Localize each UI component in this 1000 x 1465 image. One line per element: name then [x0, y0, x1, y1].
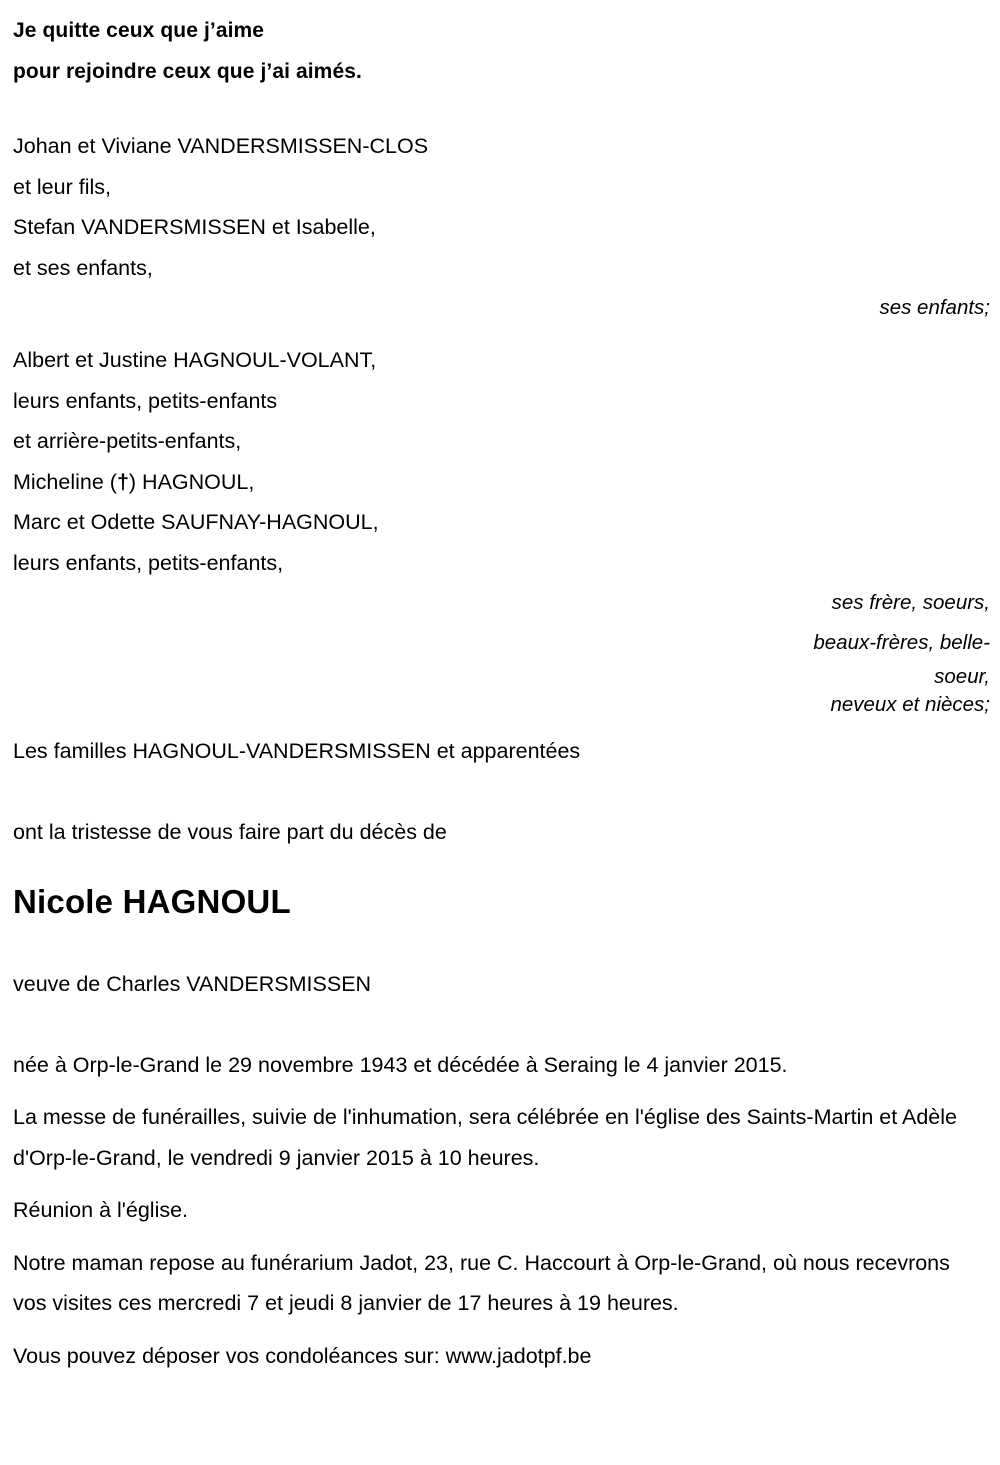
relation-caption: ses frère, soeurs, — [831, 591, 990, 614]
family-line: et arrière-petits-enfants, — [13, 429, 242, 453]
family-line: Marc et Odette SAUFNAY-HAGNOUL, — [13, 510, 379, 534]
spacer — [0, 1231, 1000, 1243]
family-line: Albert et Justine HAGNOUL-VOLANT, — [13, 348, 377, 372]
epitaph — [0, 0, 1000, 92]
relation-caption: neveux et nièces; — [830, 693, 990, 716]
families-line: Les familles HAGNOUL-VANDERSMISSEN et apparentées — [13, 739, 581, 763]
epitaph-line-1: Je quitte ceux que j’aime — [13, 19, 265, 42]
family-line-micheline: Micheline (†) HAGNOUL, — [13, 469, 255, 494]
relation-caption: ses enfants; — [879, 296, 990, 319]
family-line: leurs enfants, petits-enfants — [13, 388, 278, 413]
family-line: et ses enfants, — [13, 255, 153, 280]
spacer — [0, 328, 1000, 340]
family-line: leurs enfants, petits-enfants, — [13, 550, 284, 575]
dagger-icon: † — [116, 469, 129, 494]
relation-caption: soeur, — [934, 665, 990, 688]
family-line: et leur fils, — [13, 174, 111, 199]
family-line: Johan et Viviane VANDERSMISSEN-CLOS — [13, 134, 429, 158]
spacer — [0, 1178, 1000, 1190]
visitation-details: Notre maman repose au funérarium Jadot, 23, rue C. Haccourt à Orp-le-Grand, où nous recevrons vos visites ces mercredi 7 et jeudi 8 janvier de 17 heures à 19 heures. — [13, 1250, 950, 1315]
spacer — [0, 1324, 1000, 1336]
spacer — [0, 924, 1000, 964]
deceased-name: Nicole HAGNOUL — [13, 883, 291, 920]
family-group-siblings — [0, 340, 1000, 719]
epitaph-line-2: pour rejoindre ceux que j’ai aimés. — [13, 60, 362, 83]
spacer — [0, 719, 1000, 731]
spacer — [0, 1005, 1000, 1045]
spouse-status: veuve de Charles VANDERSMISSEN — [13, 972, 372, 996]
condolences-line: Vous pouvez déposer vos condoléances sur: www.jadotpf.be — [13, 1343, 592, 1368]
spacer — [0, 772, 1000, 812]
family-line: Stefan VANDERSMISSEN et Isabelle, — [13, 215, 376, 239]
birth-death-details: née à Orp-le-Grand le 29 novembre 1943 et décédée à Seraing le 4 janvier 2015. — [13, 1052, 788, 1077]
spacer — [0, 1085, 1000, 1097]
gathering-note: Réunion à l'église. — [13, 1198, 189, 1222]
announcement-line: ont la tristesse de vous faire part du décès de — [13, 819, 447, 844]
relation-caption: beaux-frères, belle- — [813, 631, 990, 654]
mass-details: La messe de funérailles, suivie de l'inhumation, sera célébrée en l'église des Saints-Martin et Adèle d'Orp-le-Grand, le vendredi 9 janvier 2015 à 10 heures. — [13, 1105, 957, 1170]
spacer — [0, 92, 1000, 126]
family-group-children — [0, 126, 1000, 328]
spacer — [0, 852, 1000, 880]
